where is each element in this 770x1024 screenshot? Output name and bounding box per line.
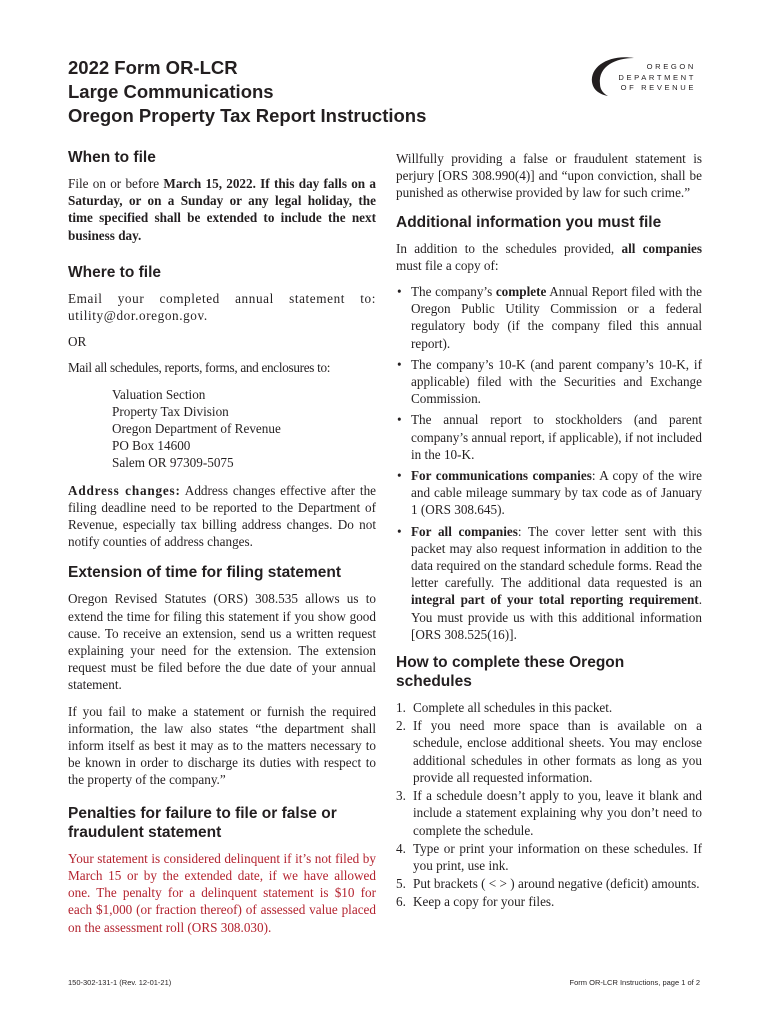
- left-column: [68, 148, 376, 945]
- additional-info-heading: Additional information you must file: [396, 213, 662, 231]
- bullet-icon: •: [397, 468, 402, 484]
- address-line: Property Tax Division: [112, 403, 229, 419]
- logo-text-of-revenue: OF REVENUE: [620, 83, 696, 92]
- penalties-section: [68, 804, 376, 936]
- address-changes-label: Address changes:: [68, 482, 181, 498]
- oregon-dor-logo: [588, 52, 704, 98]
- bullet-icon: •: [397, 523, 402, 539]
- list-item: [396, 467, 702, 519]
- where-to-file-section: [68, 263, 376, 551]
- list-item: [396, 356, 702, 408]
- step-number: 6.: [396, 894, 406, 910]
- step-text: If a schedule doesn’t apply to you, leave it blank and include a statement explaining why you don’t need to complete the schedule.: [413, 788, 702, 838]
- b4-bold: For communications companies: [411, 468, 592, 484]
- how-to-complete-section: [396, 653, 702, 910]
- address-line: PO Box 14600: [112, 438, 191, 454]
- step-number: 2.: [396, 718, 406, 734]
- b4-text: : A copy of the wire and cable mileage summary by tax code as of January 1 (ORS 308.645).: [411, 468, 702, 518]
- right-column: [396, 150, 702, 912]
- when-to-file-section: [68, 148, 376, 244]
- address-line: Oregon Department of Revenue: [112, 421, 281, 437]
- b1-bold: complete: [495, 284, 547, 300]
- steps-list: [396, 699, 702, 910]
- list-item: [396, 699, 702, 716]
- address-line: Salem OR 97309-5075: [112, 455, 234, 471]
- extension-paragraph-1: Oregon Revised Statutes (ORS) 308.535 allows us to extend the time for filing this statement if you show good cause. To receive an extension, send us a written request explaining your need for the extension. The extension request must be filed before the due date of your annual statement.: [68, 591, 376, 693]
- list-item: [396, 717, 702, 786]
- when-bold: March 15, 2022. If this day falls on a Saturday, or on a Sunday or any legal holiday, the time specified shall be extended to include the next business day.: [68, 176, 376, 243]
- title-line-3: Oregon Property Tax Report Instructions: [68, 105, 427, 126]
- list-item: [396, 411, 702, 463]
- b5-bold2: integral part of your total reporting requirement: [411, 592, 699, 608]
- b5-bold: For all companies: [411, 523, 518, 539]
- list-item: [396, 523, 702, 643]
- list-item: [396, 893, 702, 910]
- penalties-text: Your statement is considered delinquent if it’s not filed by March 15 or by the extended date, if we have allowed one. The penalty for a delinquent statement is $10 for each $1,000 (or fraction thereof) of assessed value placed on the assessment roll (ORS 308.030).: [68, 850, 376, 935]
- b5-a: : The cover letter sent with this packet may also request information in addition to the data required on the standard schedule forms. Read the letter carefully. The additional data requested is an: [411, 523, 703, 591]
- when-to-file-text: [68, 175, 376, 244]
- step-text: Type or print your information on these schedules. If you print, use ink.: [413, 840, 702, 873]
- step-number: 1.: [396, 700, 406, 716]
- where-to-file-heading: Where to file: [68, 263, 162, 281]
- additional-info-intro: [396, 240, 702, 274]
- address-changes-text: [68, 482, 376, 551]
- b1-b: Annual Report filed with the Oregon Public Utility Commission or a federal regulatory body (if the company filed this annual report).: [411, 284, 702, 351]
- step-text: Keep a copy for your files.: [413, 894, 555, 910]
- b2-text: The company’s 10-K (and parent company’s 10-K, if applicable) filed with the Securities and Exchange Commission.: [411, 356, 702, 407]
- extension-paragraph-2: If you fail to make a statement or furnish the required information, the law also states “the department shall inform itself as best it may as to the matters necessary to be known in order to discharge its duties with respect to the property of the company.”: [68, 703, 376, 788]
- title-line-2: Large Communications: [68, 81, 274, 102]
- b1-a: The company’s: [411, 284, 496, 300]
- step-text: If you need more space than is available on a schedule, enclose additional sheets. You may enclose additional schedules in other formats as long as you provide all requested information.: [413, 718, 702, 785]
- list-item: [396, 840, 702, 874]
- or-text: OR: [68, 334, 87, 350]
- b3-text: The annual report to stockholders (and parent company’s annual report, if applicable), if not included in the 10-K.: [411, 412, 702, 462]
- bullet-icon: •: [397, 412, 402, 428]
- when-plain: File on or before: [68, 176, 164, 191]
- list-item: [396, 283, 702, 352]
- intro-plain: In addition to the schedules provided,: [396, 240, 622, 256]
- penalties-heading: Penalties for failure to file or false or fraudulent statement: [68, 804, 337, 841]
- step-number: 4.: [396, 840, 406, 856]
- required-documents-list: [396, 283, 702, 643]
- intro-end: must file a copy of:: [396, 257, 499, 273]
- b5-b: . You must provide us with this additional information [ORS 308.525(16)].: [411, 592, 702, 642]
- step-number: 3.: [396, 788, 406, 804]
- bullet-icon: •: [397, 356, 402, 372]
- logo-text-oregon: OREGON: [646, 62, 696, 71]
- list-item: [396, 875, 702, 892]
- bullet-icon: •: [397, 284, 402, 300]
- when-to-file-heading: When to file: [68, 149, 156, 166]
- form-number-footer: 150-302-131-1 (Rev. 12-01-21): [68, 978, 172, 987]
- step-number: 5.: [396, 876, 406, 892]
- how-to-complete-heading: How to complete these Oregon schedules: [396, 654, 625, 691]
- additional-info-section: [396, 213, 702, 643]
- address-line: Valuation Section: [112, 386, 206, 402]
- list-item: [396, 787, 702, 839]
- extension-section: [68, 563, 376, 788]
- page-title: [68, 56, 426, 128]
- perjury-text: Willfully providing a false or fraudulent statement is perjury [ORS 308.990(4)] and “upon conviction, shall be punished as otherwise provided by law for such crime.”: [396, 151, 702, 201]
- title-line-1: 2022 Form OR-LCR: [68, 57, 238, 78]
- logo-text-department: DEPARTMENT: [618, 73, 696, 82]
- address-changes-body: Address changes effective after the filing deadline need to be reported to the Department of Revenue, especially tax billing address changes. Do not notify counties of address changes.: [68, 482, 377, 550]
- step-text: Put brackets ( < > ) around negative (deficit) amounts.: [413, 876, 700, 892]
- extension-heading: Extension of time for filing statement: [68, 564, 341, 582]
- mail-instruction: Mail all schedules, reports, forms, and enclosures to:: [68, 360, 331, 376]
- page-number-footer: Form OR-LCR Instructions, page 1 of 2: [569, 978, 700, 987]
- email-instruction: Email your completed annual statement to: utility@dor.oregon.gov.: [68, 290, 376, 324]
- mailing-address: [112, 386, 376, 472]
- intro-bold: all companies: [621, 240, 702, 256]
- step-text: Complete all schedules in this packet.: [413, 700, 613, 716]
